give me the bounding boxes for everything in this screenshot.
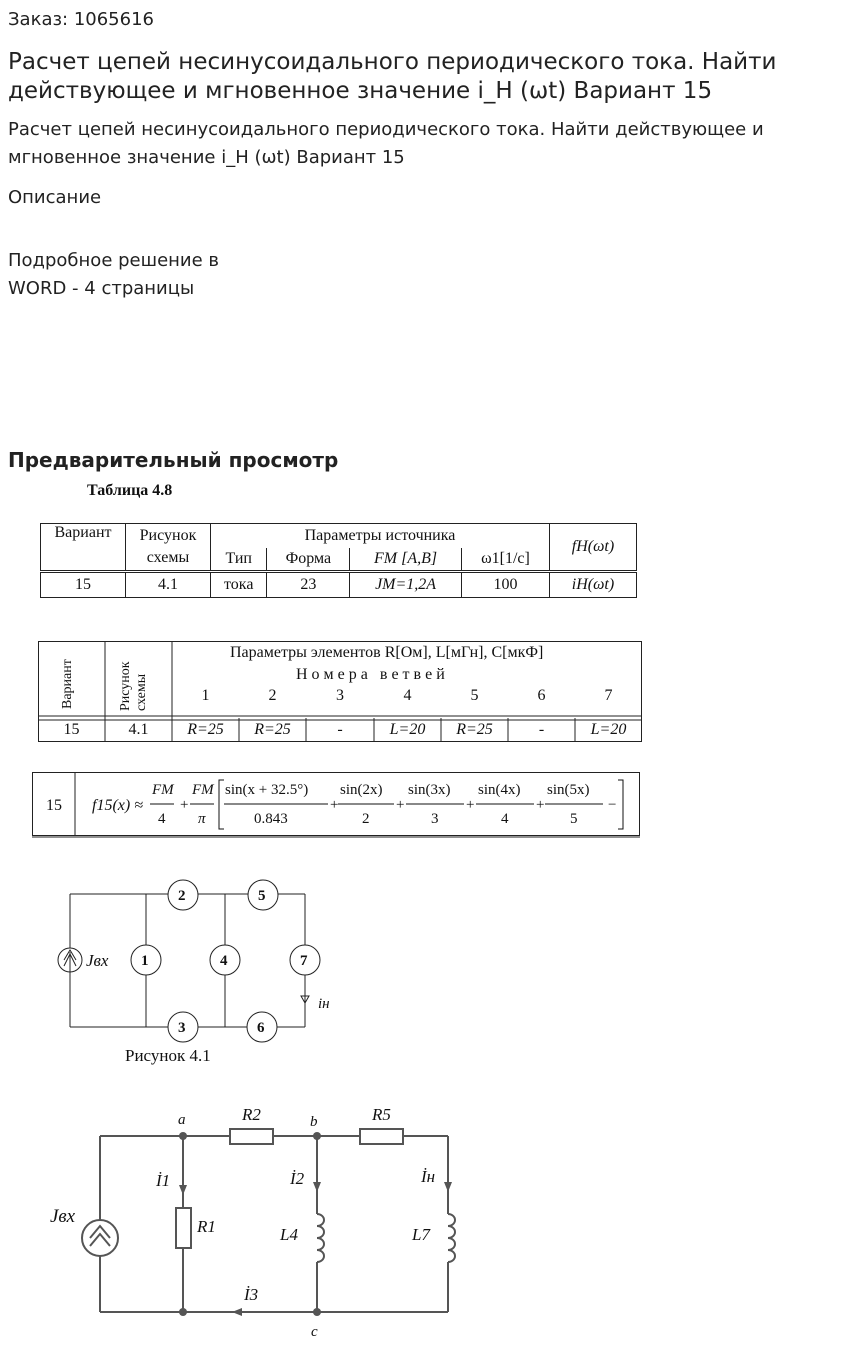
formula-term-2-num: sin(2x)	[340, 782, 383, 798]
label-R1: R1	[197, 1217, 216, 1236]
fig1-node-5: 5	[258, 888, 266, 904]
figure-4-1-caption: Рисунок 4.1	[125, 1046, 211, 1065]
t1-value-fh: iH(ωt)	[550, 572, 637, 598]
formula-lhs: f15(x) ≈	[92, 797, 143, 814]
arrow-In-icon	[444, 1182, 452, 1192]
arrow-I1-icon	[179, 1185, 187, 1195]
t1-value-fm: JM=1,2A	[350, 572, 462, 598]
table-caption: Таблица 4.8	[87, 482, 173, 499]
t1-header-source: Параметры источника	[211, 524, 550, 548]
t1-header-fh: fH(ωt)	[550, 524, 637, 572]
resistor-R2	[230, 1129, 273, 1144]
arrow-I3-icon	[232, 1308, 242, 1316]
formula-term-2-den: 2	[362, 811, 370, 827]
t2-branch-value: R=25	[187, 721, 224, 738]
t1-value-omega: 100	[461, 572, 549, 598]
t2-branch-number: 3	[336, 687, 344, 704]
formula-fm-num-2: FM	[192, 782, 214, 798]
t2-value-variant: 15	[63, 721, 80, 738]
fig1-node-4: 4	[220, 953, 228, 969]
label-R5: R5	[372, 1105, 391, 1124]
label-I3: İ3	[244, 1285, 259, 1304]
formula-term-5-den: 5	[570, 811, 578, 827]
t2-branch-value: R=25	[254, 721, 291, 738]
t1-value-variant: 15	[41, 572, 126, 598]
formula-term-3-den: 3	[431, 811, 439, 827]
t1-value-form: 23	[267, 572, 350, 598]
inductor-L7	[448, 1214, 455, 1262]
t1-header-variant: Вариант	[41, 524, 126, 572]
fig1-current-label: iн	[318, 996, 330, 1012]
t2-header-variant: Вариант	[60, 659, 75, 709]
t1-value-type: тока	[211, 572, 267, 598]
arrow-I2-icon	[313, 1182, 321, 1192]
t1-header-omega: ω1[1/c]	[461, 548, 549, 572]
label-I2: İ2	[290, 1169, 305, 1188]
svg-text:+: +	[536, 797, 545, 813]
resistor-R1	[176, 1208, 191, 1248]
t1-header-figure: Рисунок схемы	[126, 524, 211, 572]
fig1-node-6: 6	[257, 1020, 265, 1036]
source-params-table	[40, 523, 637, 598]
description-text-line-2: WORD - 4 страницы	[8, 278, 195, 299]
page-title: Расчет цепей несинусоидального периодического тока. Найти действующее и мгновенное значение i_H (ωt) Вариант 15	[8, 49, 777, 104]
t2-branch-number: 5	[470, 687, 479, 704]
t2-header-params: Параметры элементов R[Ом], L[мГн], C[мкФ]	[230, 644, 544, 661]
svg-text:+: +	[466, 797, 475, 813]
formula-term-4-num: sin(4x)	[478, 782, 521, 798]
label-R2: R2	[242, 1105, 261, 1124]
t1-value-figure: 4.1	[126, 572, 211, 598]
t1-header-form: Форма	[267, 548, 350, 572]
svg-text:+: +	[396, 797, 405, 813]
preview-heading: Предварительный просмотр	[8, 448, 339, 472]
t2-branch-value: -	[538, 721, 545, 738]
formula-fm-num-1: FM	[152, 782, 174, 798]
description-text-line-1: Подробное решение в	[8, 250, 220, 271]
figure-4-1-diagram	[50, 876, 340, 1071]
svg-text:+: +	[330, 797, 339, 813]
formula-term-1-num: sin(x + 32.5°)	[225, 782, 309, 798]
formula-den-4: 4	[158, 811, 166, 827]
t2-branch-number: 4	[403, 687, 412, 704]
fig1-node-7: 7	[300, 953, 308, 969]
fig1-node-2: 2	[178, 888, 186, 904]
formula-term-5-num: sin(5x)	[547, 782, 590, 798]
t2-header-figure: Рисунок схемы	[118, 661, 149, 711]
label-L4: L4	[280, 1225, 298, 1244]
t2-branch-value: R=25	[456, 721, 493, 738]
page-subtitle: Расчет цепей несинусоидального периодического тока. Найти действующее и мгновенное значение i_H (ωt) Вариант 15	[8, 119, 764, 168]
formula-term-3-num: sin(3x)	[408, 782, 451, 798]
fig1-source-label: Jвх	[86, 951, 109, 970]
t2-branch-value: -	[337, 721, 343, 738]
t2-value-figure: 4.1	[128, 721, 149, 738]
t2-branch-number: 7	[604, 687, 613, 704]
description-heading: Описание	[8, 187, 102, 208]
label-I1: İ1	[156, 1171, 171, 1190]
circuit-schematic	[40, 1100, 480, 1345]
t2-branch-number: 2	[268, 687, 277, 704]
formula-tail: −	[608, 797, 617, 813]
fig1-node-1: 1	[141, 953, 149, 969]
node-c-label: c	[311, 1324, 318, 1340]
order-number: Заказ: 1065616	[8, 9, 154, 30]
node-a-label: a	[178, 1112, 186, 1128]
inductor-L4	[317, 1214, 324, 1262]
t2-branch-number: 1	[201, 687, 210, 704]
t1-header-type: Тип	[211, 548, 267, 572]
t2-branch-value: L=20	[389, 721, 426, 738]
formula-term-4-den: 4	[501, 811, 509, 827]
t2-branch-number: 6	[537, 687, 546, 704]
element-params-table	[38, 641, 642, 742]
fig1-node-3: 3	[178, 1020, 186, 1036]
formula-term-1-den: 0.843	[254, 811, 288, 827]
fourier-formula	[32, 772, 640, 838]
t1-header-fm: FM [A,B]	[350, 548, 462, 572]
formula-den-pi: π	[198, 811, 206, 827]
resistor-R5	[360, 1129, 403, 1144]
t2-branch-numbers	[172, 687, 642, 705]
t2-values	[172, 721, 642, 739]
formula-variant: 15	[46, 797, 62, 814]
label-Jvx: Jвх	[50, 1206, 76, 1227]
node-b-label: b	[310, 1114, 318, 1130]
label-In: İн	[421, 1167, 436, 1186]
label-L7: L7	[412, 1225, 430, 1244]
svg-text:+: +	[180, 797, 189, 813]
t2-branch-value: L=20	[590, 721, 627, 738]
t2-header-branches: Н о м е р а в е т в е й	[296, 666, 445, 683]
